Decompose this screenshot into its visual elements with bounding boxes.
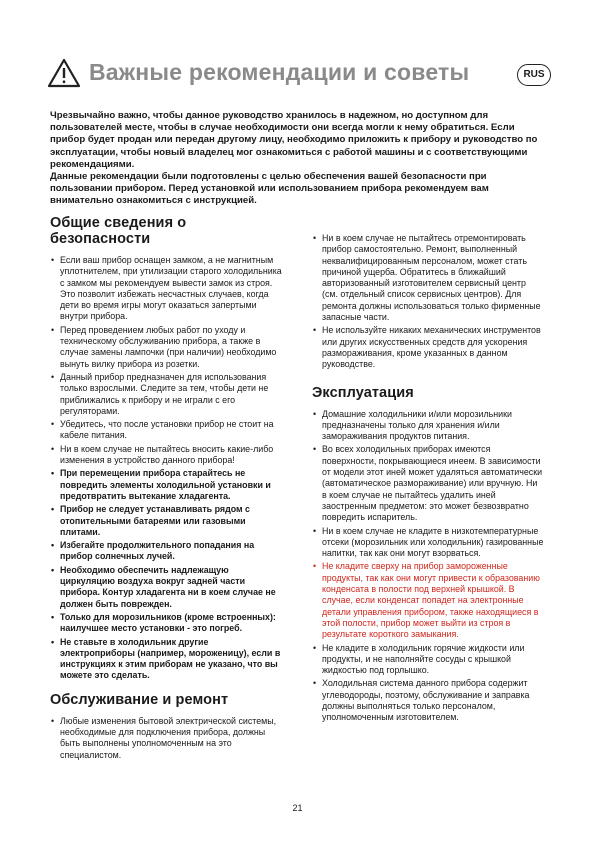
page-number: 21 bbox=[292, 803, 303, 813]
list-item: • Домашние холодильники и/или морозильники предназначены только для хранения и/или замораживания продуктов питания. bbox=[312, 409, 544, 443]
safety-list bbox=[50, 255, 282, 682]
operation-list bbox=[312, 409, 544, 724]
list-item: • Убедитесь, что после установки прибор не стоит на кабеле питания. bbox=[50, 419, 282, 442]
list-item: • Если ваш прибор оснащен замком, а не магнитным уплотнителем, при утилизации старого холодильника с замком мы рекомендуем вывести замок из строя. Это позволит избежать несчастных случаев, когда дети во время игры могут оказаться запертыми внутри прибора. bbox=[50, 255, 282, 323]
list-item: • Холодильная система данного прибора содержит углеводороды, поэтому, обслуживание и заправка должны выполняться только персоналом, уполномоченным изготовителем. bbox=[312, 678, 544, 723]
list-item: • Во всех холодильных приборах имеются поверхности, покрывающиеся инеем. В зависимости от модели этот иней может удаляться автоматически (автоматическое размораживание) или вручную. Ни в коем случае не пытайтесь удалить иней заостренным предметом: это может безвозвратно повредить испаритель. bbox=[312, 444, 544, 523]
list-item: • Ни в коем случае не пытайтесь отремонтировать прибор самостоятельно. Ремонт, выполненный неквалифицированным персоналом, может стать причиной ущерба. Обратитесь в ближайший авторизованный изготовителем сервисный центр (см. отдельный список сервисных центров). Для ремонта должны использоваться только фирменные запасные части. bbox=[312, 233, 544, 323]
intro-paragraph: Данные рекомендации были подготовлены с целью обеспечения вашей безопасности при пользовании прибором. Перед установкой или использованием прибора рекомендуем вам внимательно ознакомиться с инструкцией. bbox=[50, 171, 489, 207]
service-list-continued bbox=[312, 233, 544, 371]
page-header bbox=[47, 58, 557, 90]
page-title: Важные рекомендации и советы bbox=[89, 59, 470, 85]
list-item: • Избегайте продолжительного попадания на прибор солнечных лучей. bbox=[50, 540, 282, 563]
right-column bbox=[312, 233, 544, 726]
left-column bbox=[50, 215, 282, 763]
list-item: • Не ставьте в холодильник другие электроприборы (например, мороженицу), если в инструкциях к этим приборам не указано, что вы можете это сделать. bbox=[50, 637, 282, 682]
safety-heading: Общие сведения о безопасности bbox=[50, 215, 187, 247]
list-item: • Необходимо обеспечить надлежащую циркуляцию воздуха вокруг задней части прибора. Контур хладагента ни в коем случае не должен быть поврежден. bbox=[50, 565, 282, 610]
list-item: • При перемещении прибора старайтесь не повредить элементы холодильной установки и предотвратить вытекание хладагента. bbox=[50, 468, 282, 502]
intro-text bbox=[50, 110, 550, 208]
operation-heading: Эксплуатация bbox=[312, 384, 414, 401]
list-item: • Ни в коем случае не кладите в низкотемпературные отсеки (морозильник или холодильник) газированные напитки, так как они могут взорваться. bbox=[312, 526, 544, 560]
service-list bbox=[50, 716, 282, 761]
language-badge: RUS bbox=[517, 64, 551, 86]
list-item: • Прибор не следует устанавливать рядом с отопительными батареями или газовыми плитами. bbox=[50, 504, 282, 538]
list-item: • Любые изменения бытовой электрической системы, необходимые для подключения прибора, должны быть выполнены уполномоченным на это специалистом. bbox=[50, 716, 282, 761]
list-item-warning: • Не кладите сверху на прибор замороженные продукты, так как они могут привести к образованию конденсата в полости под верхней крышкой. В случае, если конденсат попадет на электронные детали управления прибором, также находящиеся в этой полости, прибор может выйти из строя в результате короткого замыкания. bbox=[312, 561, 544, 640]
warning-icon bbox=[47, 58, 81, 88]
list-item: • Ни в коем случае не пытайтесь вносить какие-либо изменения в устройство данного прибора! bbox=[50, 444, 282, 467]
list-item: • Только для морозильников (кроме встроенных): наилучшее место установки - это погреб. bbox=[50, 612, 282, 635]
intro-paragraph: Чрезвычайно важно, чтобы данное руководство хранилось в надежном, но доступном для пользователей месте, чтобы в случае необходимости они всегда могли к нему обратиться. Если прибор будет продан или передан другому лицу, необходимо приложить к прибору и руководство по эксплуатации, чтобы новый владелец мог ознакомиться с работой машины и с соответствующими рекомендациями. bbox=[50, 110, 538, 170]
list-item: • Данный прибор предназначен для использования только взрослыми. Следите за тем, чтобы дети не приближались к прибору и не играли с его регуляторами. bbox=[50, 372, 282, 417]
list-item: • Не используйте никаких механических инструментов или других искусственных средств для ускорения размораживания, кроме указанных в данном руководстве. bbox=[312, 325, 544, 370]
list-item: • Не кладите в холодильник горячие жидкости или продукты, и не наполняйте сосуды с крышкой жидкостью под горлышко. bbox=[312, 643, 544, 677]
list-item: • Перед проведением любых работ по уходу и техническому обслуживанию прибора, а также в случае замены лампочки (при наличии) необходимо вынуть вилку прибора из розетки. bbox=[50, 325, 282, 370]
service-heading: Обслуживание и ремонт bbox=[50, 691, 229, 708]
